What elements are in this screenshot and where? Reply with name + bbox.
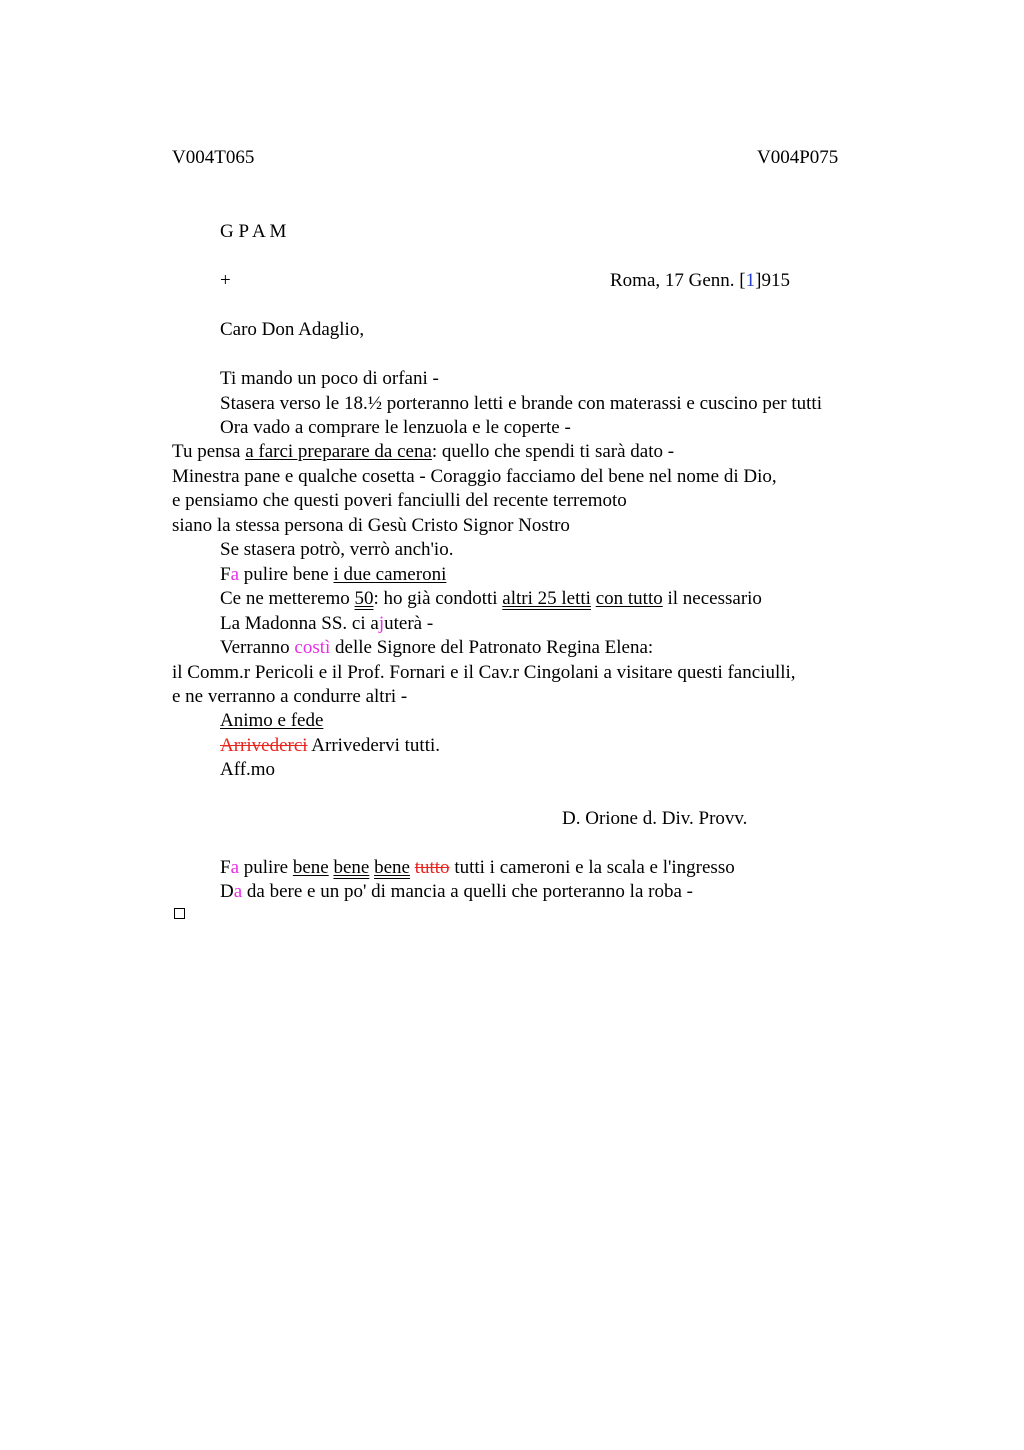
body-line-2: Stasera verso le 18.½ porteranno letti e brande con materassi e cuscino per tutti xyxy=(220,393,822,414)
editorial-correction: costì xyxy=(294,637,331,658)
text-span: Tu pensa xyxy=(172,441,246,462)
double-underlined-text: bene xyxy=(333,857,370,878)
body-line-6: e pensiamo che questi poveri fanciulli del recente terremoto xyxy=(172,490,627,511)
letterhead: G P A M xyxy=(220,221,287,242)
editorial-bracket-digit: 1 xyxy=(745,270,756,291)
body-line-10 xyxy=(220,587,762,612)
text-span: da bere e un po' di mancia a quelli che porteranno la roba - xyxy=(242,881,693,902)
double-underlined-text: 50 xyxy=(354,588,374,609)
body-line-9 xyxy=(220,563,446,588)
dateline-year: ]915 xyxy=(755,270,790,291)
postscript-line-1 xyxy=(220,856,735,881)
body-line-12 xyxy=(220,636,653,661)
underlined-text: a farci preparare da cena xyxy=(245,441,432,462)
text-span: La Madonna SS. ci a xyxy=(220,613,379,634)
body-line-8: Se stasera potrò, verrò anch'io. xyxy=(220,539,454,560)
body-line-17: Aff.mo xyxy=(220,759,276,780)
text-span: Verranno xyxy=(220,637,295,658)
body-line-14: e ne verranno a condurre altri - xyxy=(172,686,408,707)
editorial-correction: j xyxy=(378,613,385,634)
underlined-text: con tutto xyxy=(595,588,663,609)
double-underlined-text: bene xyxy=(374,857,410,878)
signature: D. Orione d. Div. Provv. xyxy=(562,808,748,829)
text-span: pulire xyxy=(239,857,293,878)
body-line-13: il Comm.r Pericoli e il Prof. Fornari e il Cav.r Cingolani a visitare questi fanciulli, xyxy=(172,662,796,683)
editorial-correction: a xyxy=(230,564,240,585)
editorial-correction: a xyxy=(230,857,240,878)
text-span: Arrivedervi tutti. xyxy=(307,735,441,756)
body-line-1: Ti mando un poco di orfani - xyxy=(220,368,439,389)
right-doc-code: V004P075 xyxy=(757,147,839,168)
body-line-7: siano la stessa persona di Gesù Cristo Signor Nostro xyxy=(172,515,570,536)
text-span: : ho già condotti xyxy=(373,588,503,609)
text-span: F xyxy=(220,857,231,878)
struck-text: tutto xyxy=(414,857,450,878)
dateline xyxy=(610,269,790,294)
left-doc-code: V004T065 xyxy=(172,147,255,168)
double-underlined-text: altri 25 letti xyxy=(502,588,591,609)
postscript-line-2 xyxy=(220,880,693,905)
text-span: F xyxy=(220,564,231,585)
body-line-4 xyxy=(172,440,674,465)
body-line-16 xyxy=(220,734,440,759)
dateline-text: Roma, 17 Genn. [ xyxy=(610,270,746,291)
editorial-correction: a xyxy=(233,881,243,902)
salutation: Caro Don Adaglio, xyxy=(220,319,365,340)
text-span: pulire bene xyxy=(239,564,334,585)
text-span: : quello che spendi ti sarà dato - xyxy=(431,441,675,462)
text-span: tutti i cameroni e la scala e l'ingresso xyxy=(449,857,735,878)
body-line-3: Ora vado a comprare le lenzuola e le coperte - xyxy=(220,417,571,438)
body-line-11 xyxy=(220,612,433,637)
cross-mark: + xyxy=(220,270,231,291)
underlined-text: i due cameroni xyxy=(333,564,447,585)
body-line-15: Animo e fede xyxy=(220,710,324,731)
end-marker-box-icon xyxy=(174,908,185,919)
text-span: Ce ne metteremo xyxy=(220,588,355,609)
body-line-5: Minestra pane e qualche cosetta - Coraggio facciamo del bene nel nome di Dio, xyxy=(172,466,777,487)
struck-text: Arrivederci xyxy=(220,735,308,756)
text-span: delle Signore del Patronato Regina Elena: xyxy=(330,637,654,658)
text-span: uterà - xyxy=(384,613,434,634)
underlined-text: bene xyxy=(292,857,329,878)
text-span: il necessario xyxy=(662,588,762,609)
text-span: D xyxy=(220,881,234,902)
